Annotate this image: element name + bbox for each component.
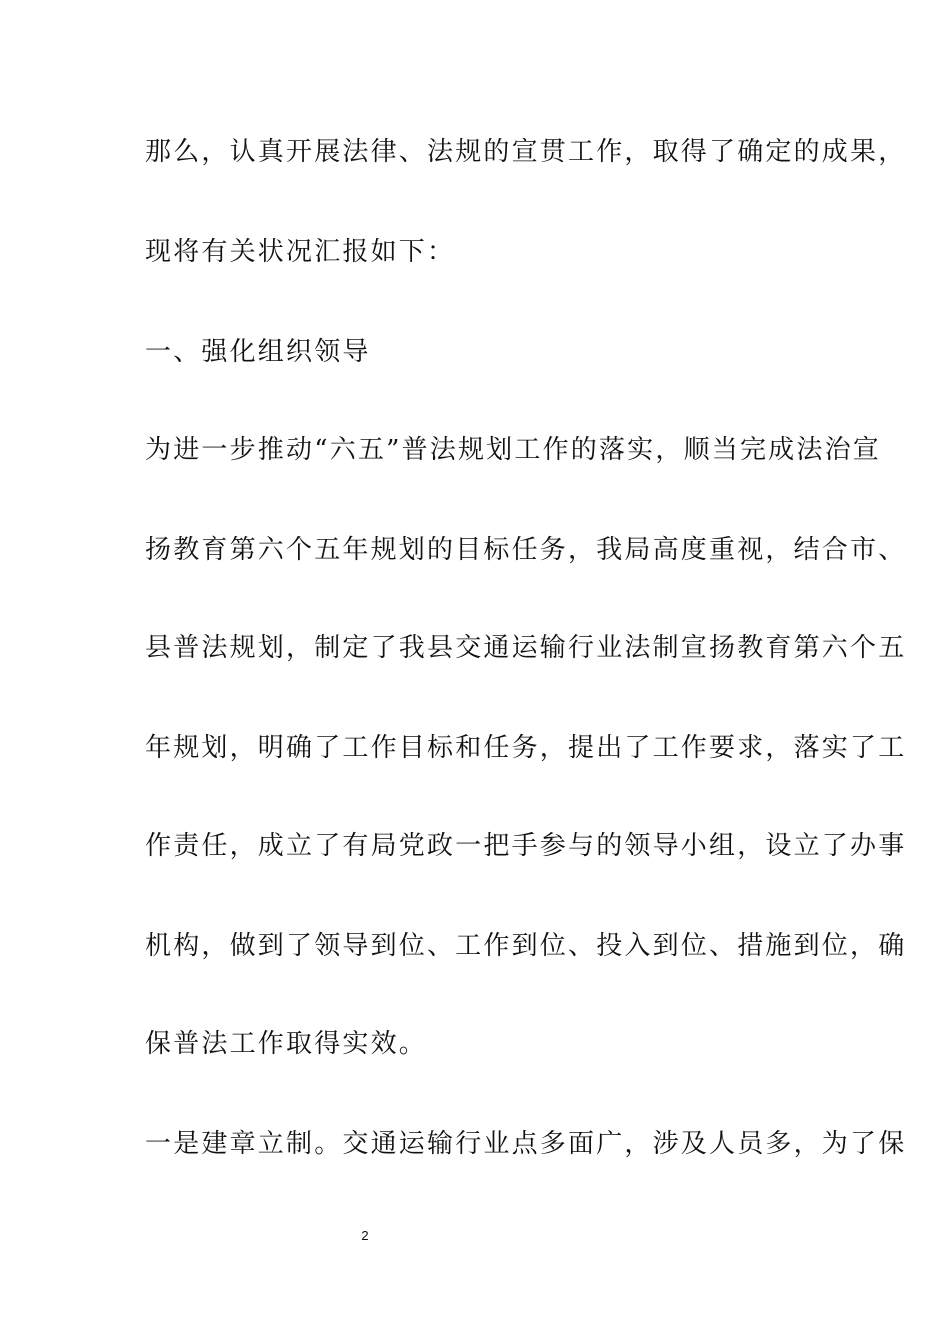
- text-line: 为进一步推动“六五”普法规划工作的落实，顺当完成法治宣: [145, 435, 881, 465]
- text-line: 机构，做到了领导到位、工作到位、投入到位、措施到位，确: [145, 931, 907, 961]
- text-line: 一是建章立制。交通运输行业点多面广，涉及人员多，为了保: [145, 1129, 907, 1159]
- text-line: 年规划，明确了工作目标和任务，提出了工作要求，落实了工: [145, 733, 907, 763]
- text-line: 那么，认真开展法律、法规的宣贯工作，取得了确定的成果，: [145, 137, 907, 167]
- text-line: 现将有关状况汇报如下：: [145, 237, 456, 267]
- section-heading: 一、强化组织领导: [145, 337, 371, 367]
- text-line: 县普法规划，制定了我县交通运输行业法制宣扬教育第六个五: [145, 633, 907, 663]
- text-line: 扬教育第六个五年规划的目标任务，我局高度重视，结合市、: [145, 535, 907, 565]
- page-number: 2: [361, 1228, 369, 1243]
- text-line: 作责任，成立了有局党政一把手参与的领导小组，设立了办事: [145, 831, 907, 861]
- text-line: 保普法工作取得实效。: [145, 1029, 428, 1059]
